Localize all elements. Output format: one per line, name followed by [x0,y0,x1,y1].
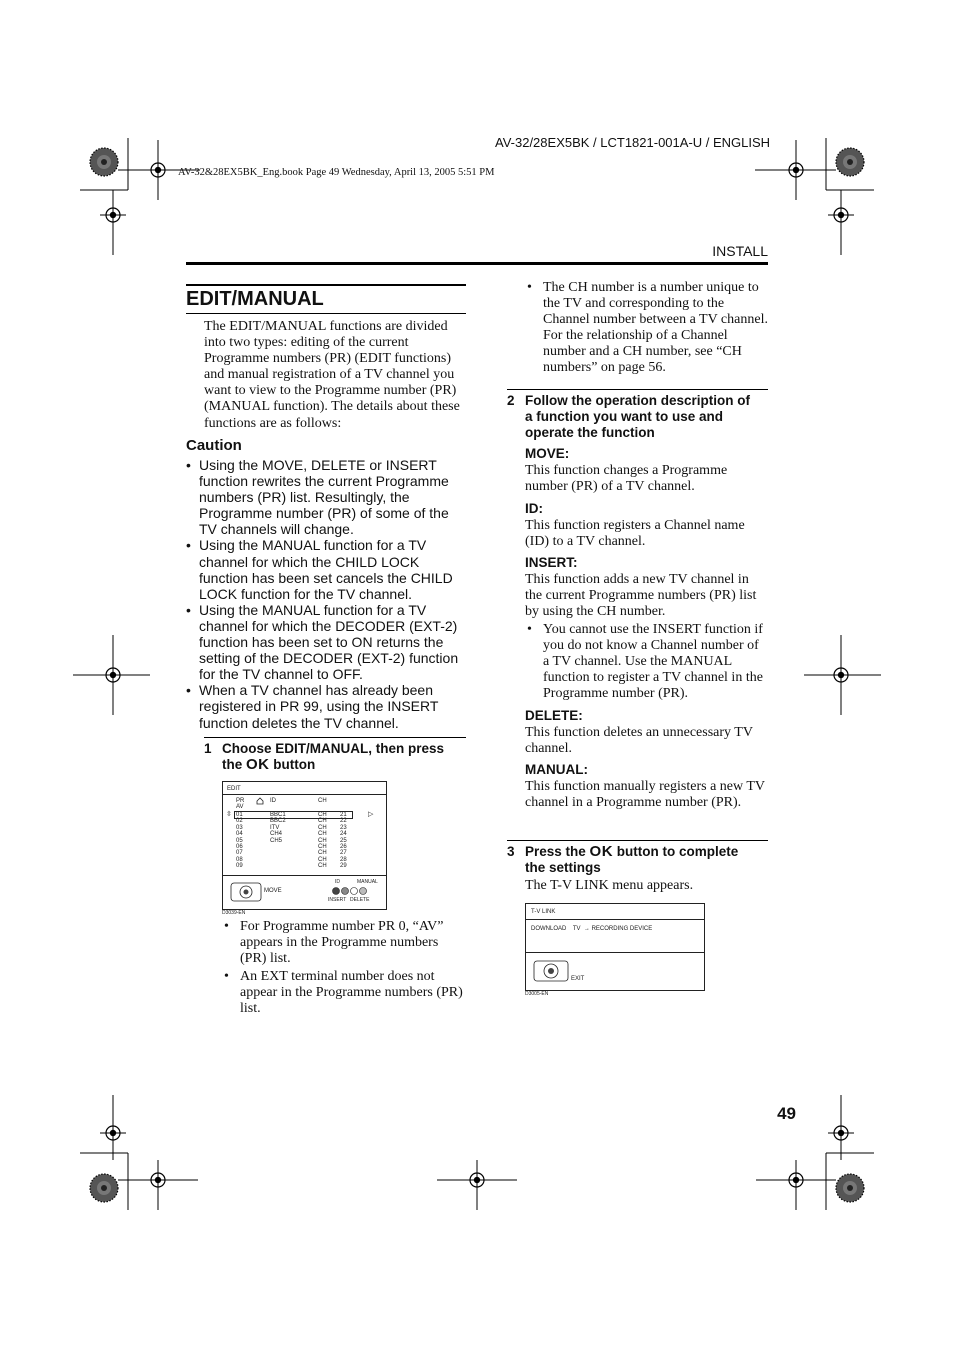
figure-code: D3039-EN [222,910,246,916]
step-text [222,741,444,773]
delete-desc: This function deletes an unnecessary TV channel. [525,725,753,757]
step-number: 2 [507,393,515,408]
move-desc: This function changes a Programme number (PR) of a TV channel. [525,463,728,495]
list-item: • An EXT terminal number does not appear in the Programme numbers (PR) list. [223,969,466,1017]
home-icon [256,797,264,805]
list-item: • For Programme number PR 0, “AV” appears in the Programme numbers (PR) list. [223,919,466,967]
step-number: 1 [204,741,212,756]
delete-label: DELETE [350,897,370,903]
manual-heading: MANUAL: [525,762,588,777]
title-underline [186,313,466,314]
step-2 [507,393,768,443]
step1-line2-pre: the [222,757,247,772]
list-item: • The CH number is a number unique to the TV and corresponding to the Channel number between a TV channel. For the relationship of a Channel number and a CH number, see “CH numbers” on page 56. [526,280,768,377]
row-cursor [234,811,353,819]
tvlink-screen [525,903,705,991]
right-arrow-icon: ▷ [368,811,374,818]
caution-item: • Using the MANUAL function for a TV channel for which the DECODER (EXT-2) function has been set to ON returns the setting of the DECODER (EXT-2) function for the TV channel to OFF. [186,602,468,682]
col-ch: CH [318,798,327,804]
ch-number-note [526,280,768,379]
list-item: • You cannot use the INSERT function if you do not know a Channel number of a TV channel. Use the MANUAL function to register a TV channel in the Programme number (PR). [526,622,768,702]
id-heading: ID: [525,501,543,516]
move-heading: MOVE: [525,446,570,461]
step2-rule [507,389,768,390]
caution-item: • When a TV channel has already been registered in PR 99, using the INSERT function deletes the TV channel. [186,682,468,730]
remote-dpad-icon [230,882,262,902]
divider [526,952,704,953]
id-desc: This function registers a Channel name (ID) to a TV channel. [525,518,745,550]
page-title: EDIT/MANUAL [186,288,324,310]
intro-paragraph: The EDIT/MANUAL functions are divided into two types: editing of the current Programme numbers (PR) (EDIT functions) and manual registration of a TV channel you want to view to the Programme number (PR) (MANUAL function). The details about these functions are as follows: [204,319,460,431]
av-row: AV [236,804,244,810]
step-1 [204,741,466,775]
step1-line1: Choose EDIT/MANUAL, then press [222,741,445,756]
title-rule [186,284,466,286]
document-code: AV-32/28EX5BK / LCT1821-001A-U / ENGLISH [495,135,771,150]
step3-pre: Press the [525,844,590,859]
ok-button-glyph: OK [246,756,270,773]
insert-heading: INSERT: [525,555,578,570]
caution-heading: Caution [186,437,242,454]
divider [223,875,386,876]
insert-note [526,622,768,704]
step3-post: button to complete [613,844,739,859]
ok-button-glyph: OK [589,843,614,860]
caution-item: • Using the MOVE, DELETE or INSERT function rewrites the current Programme numbers (PR) list. Resultingly, the Programme number (PR) of some of the TV channels will change. [186,457,468,537]
step1-line2-post: button [269,757,316,772]
step-number: 3 [507,844,515,859]
step1-notes [223,919,466,1020]
delete-heading: DELETE: [525,708,583,723]
step3-desc: The T-V LINK menu appears. [525,878,694,893]
step1-rule [204,737,466,738]
col-pr: PR [236,798,245,804]
exit-label: EXIT [571,976,585,982]
manual-label: MANUAL [357,879,378,885]
section-label: INSTALL [712,243,768,259]
caution-item: • Using the MANUAL function for a TV channel for which the CHILD LOCK function has been set cancels the CHILD LOCK function for the TV channel. [186,537,468,601]
id-label: ID [335,879,340,885]
step-text [525,844,738,876]
step-3 [507,844,768,878]
move-label: MOVE [264,888,282,894]
step-text [525,393,750,441]
insert-label: INSERT [328,897,347,903]
step2-line3: operate the function [525,425,655,440]
remote-dpad-icon [533,960,569,982]
header-rule [186,262,768,265]
col-id: ID [270,798,276,804]
step2-line1: Follow the operation description of [525,393,750,408]
step3-line2: the settings [525,860,601,875]
tvlink-row: DOWNLOAD TV → RECORDING DEVICE [531,926,653,932]
step2-line2: a function you want to use and [525,409,724,424]
color-buttons-icon [331,886,371,896]
cursor-icon: ⇳ [226,811,232,818]
divider [223,794,386,795]
insert-desc: This function adds a new TV channel in the current Programme numbers (PR) list by using the CH number. [525,572,757,620]
figure-code: D3005-EN [525,991,549,997]
manual-desc: This function manually registers a new TV channel in a Programme number (PR). [525,779,765,811]
page-number: 49 [777,1104,796,1123]
step3-rule [507,840,768,841]
book-info: AV-32&28EX5BK_Eng.book Page 49 Wednesday, April 13, 2005 5:51 PM [178,167,495,178]
edit-screen: EDIT PR AV ID CH ⇳ ▷ 01 BBC1 CH 21 02 BBC2 CH 22 03 ITV CH 23 04 CH4 CH 24 05 CH5 CH 25 06 CH 26 07 CH 27 08 CH 28 09 CH 29 MOVE ID MANUAL INSERT DELETE [222,781,387,910]
caution-list [186,457,468,731]
edit-screen-title: EDIT [227,786,241,792]
tvlink-title: T-V LINK [531,909,556,915]
divider [526,919,704,920]
